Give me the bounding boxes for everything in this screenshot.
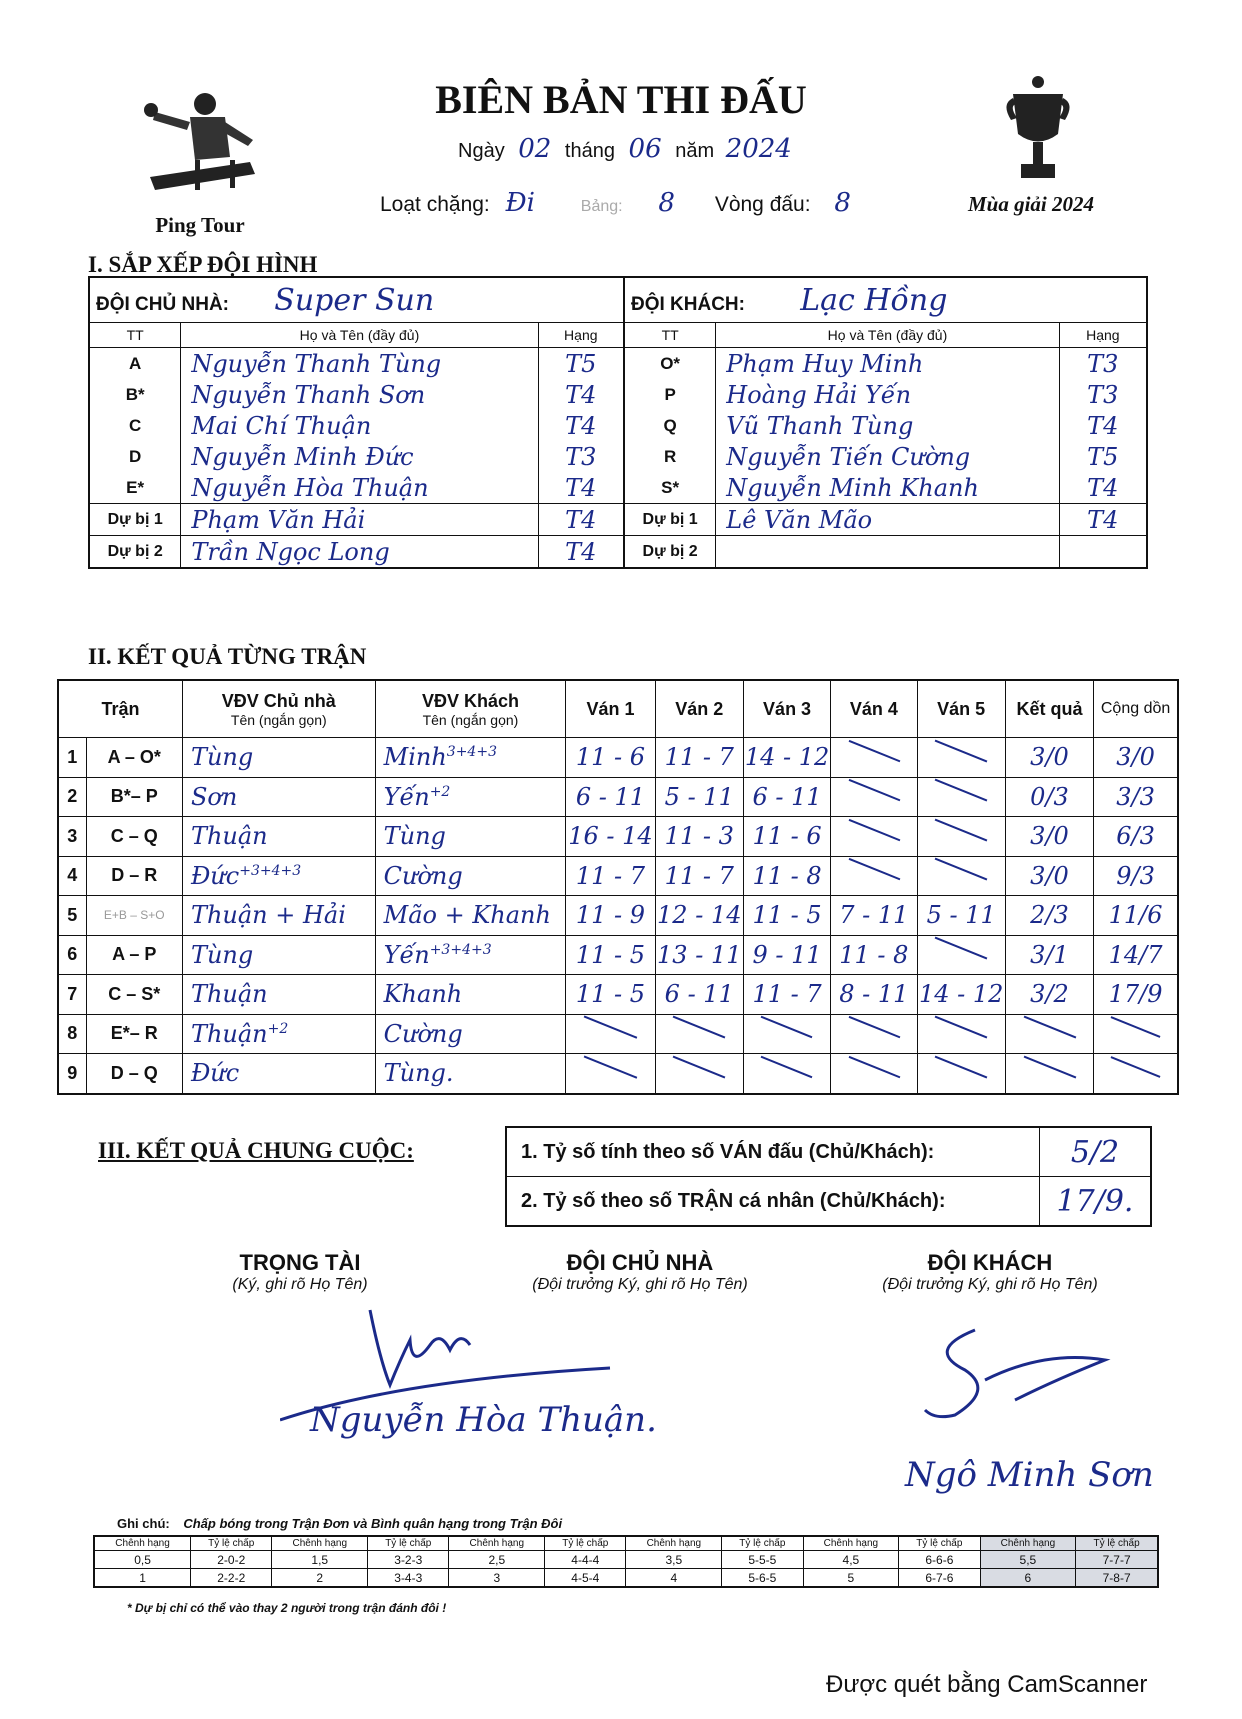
match-row: [58, 896, 1178, 936]
referee-title: TRỌNG TÀI: [239, 1250, 361, 1275]
handicap-head-diff: Chênh hạng: [449, 1536, 545, 1551]
lineup-row: [89, 504, 1147, 536]
lineup-home-tt: Dự bị 1: [89, 504, 181, 536]
col-game-1: Ván 1: [566, 680, 655, 738]
match-number: 4: [58, 856, 86, 896]
match-home-player: [182, 975, 375, 1015]
referee-subtitle: (Ký, ghi rõ Họ Tên): [232, 1276, 368, 1293]
lineup-away-rank: T5: [1059, 441, 1147, 472]
match-result: 0/3: [1005, 777, 1093, 817]
match-away-player-name: Tùng.: [383, 1059, 454, 1088]
match-game-3: 6 - 11: [743, 777, 830, 817]
handicap-ratio: 4-4-4: [545, 1551, 626, 1569]
match-game-5: [917, 856, 1005, 896]
match-pair: C – S*: [86, 975, 182, 1015]
match-game-3: 11 - 6: [743, 817, 830, 857]
match-home-player: [182, 935, 375, 975]
handicap-ratio: 5-5-5: [722, 1551, 803, 1569]
col-game-5: Ván 5: [917, 680, 1005, 738]
leg-label: Loạt chặng:: [380, 193, 490, 216]
col-game-4: Ván 4: [831, 680, 917, 738]
match-game-1: 11 - 5: [566, 975, 655, 1015]
trophy-icon: [1003, 74, 1073, 189]
match-game-4: [831, 738, 917, 778]
lineup-home-rank: T4: [538, 379, 624, 410]
match-away-handicap: +2: [429, 783, 451, 800]
lineup-home-tt: E*: [126, 477, 145, 497]
match-game-1: 11 - 5: [566, 935, 655, 975]
lineup-home-tt: D: [129, 446, 142, 466]
match-game-1: 11 - 6: [566, 738, 655, 778]
col-away-player-sub: Tên (ngắn gọn): [422, 711, 519, 728]
match-pair: D – R: [86, 856, 182, 896]
match-game-2: 11 - 7: [655, 856, 743, 896]
match-row: [58, 975, 1178, 1015]
away-team-label: ĐỘI KHÁCH:: [630, 293, 745, 315]
notes-label: Ghi chú:: [117, 1516, 170, 1531]
handicap-diff: 2,5: [449, 1551, 545, 1569]
match-away-player-name: Khanh: [383, 980, 463, 1009]
final-games-answer: 5/2: [1040, 1127, 1152, 1177]
lineup-away-rank: T3: [1059, 348, 1147, 380]
handicap-ratio: 2-2-2: [191, 1569, 272, 1588]
match-result: 2/3: [1005, 896, 1093, 936]
year-label: năm: [675, 140, 715, 162]
match-game-4: 11 - 8: [831, 935, 917, 975]
col-rank-away: Hạng: [1059, 323, 1147, 348]
away-captain-signature: [905, 1320, 1125, 1435]
match-game-4: [831, 1054, 917, 1094]
handicap-diff: 3,5: [626, 1551, 722, 1569]
lineup-away-rank: T4: [1059, 472, 1147, 504]
lineup-away-rank: T4: [1059, 410, 1147, 441]
notes-caption: [117, 1516, 562, 1531]
col-total: Cộng dồn: [1094, 680, 1178, 738]
match-pair: C – Q: [86, 817, 182, 857]
match-row: [58, 777, 1178, 817]
lineup-home-rank: T4: [538, 472, 624, 504]
date-day: 02: [518, 134, 552, 164]
home-team-label: ĐỘI CHỦ NHÀ:: [96, 293, 229, 315]
section-final-title: III. KẾT QUẢ CHUNG CUỘC:: [98, 1138, 414, 1163]
match-number: 2: [58, 777, 86, 817]
referee-name: Nguyễn Hòa Thuận.: [310, 1400, 657, 1440]
col-game-3: Ván 3: [743, 680, 830, 738]
match-away-player: [375, 856, 566, 896]
match-game-5: [917, 777, 1005, 817]
col-result: Kết quả: [1005, 680, 1093, 738]
match-away-player-name: Tùng: [383, 822, 446, 851]
match-game-5: 14 - 12: [917, 975, 1005, 1015]
match-game-3: [743, 1054, 830, 1094]
handicap-ratio: 3-2-3: [368, 1551, 449, 1569]
lineup-row: [89, 410, 1147, 441]
match-home-player: [182, 896, 375, 936]
lineup-away-tt: R: [624, 441, 716, 472]
col-tt-home: TT: [89, 323, 181, 348]
date-year: 2024: [725, 134, 792, 164]
lineup-home-rank: T4: [538, 410, 624, 441]
lineup-away-name: [716, 536, 1059, 569]
match-game-3: 14 - 12: [743, 738, 830, 778]
match-cumulative: 9/3: [1094, 856, 1178, 896]
match-away-player: [375, 1014, 566, 1054]
match-number: 6: [58, 935, 86, 975]
match-game-4: [831, 1014, 917, 1054]
match-home-player: [182, 1014, 375, 1054]
away-team-name: Lạc Hồng: [800, 282, 948, 318]
match-away-handicap: +3+4+3: [429, 941, 492, 958]
match-game-2: 13 - 11: [655, 935, 743, 975]
match-away-player: [375, 975, 566, 1015]
home-team-name: Super Sun: [274, 282, 435, 318]
match-game-3: 11 - 5: [743, 896, 830, 936]
handicap-header-row: [94, 1536, 1158, 1551]
lineup-away-tt: Dự bị 1: [624, 504, 716, 536]
match-number: 7: [58, 975, 86, 1015]
lineup-home-tt: Dự bị 2: [89, 536, 181, 569]
match-game-1: 11 - 7: [566, 856, 655, 896]
handicap-diff: 5,5: [980, 1551, 1076, 1569]
match-cumulative: 11/6: [1094, 896, 1178, 936]
final-matches-question: 2. Tỷ số theo số TRẬN cá nhân (Chủ/Khách):: [506, 1177, 1040, 1227]
match-home-player: [182, 1054, 375, 1094]
month-label: tháng: [564, 140, 615, 162]
handicap-ratio: 2-0-2: [191, 1551, 272, 1569]
handicap-diff: 5: [803, 1569, 899, 1588]
lineup-away-tt: P: [624, 379, 716, 410]
lineup-home-name: Nguyễn Minh Đức: [181, 441, 538, 472]
lineup-home-name: Mai Chí Thuận: [181, 410, 538, 441]
col-away-player-label: VĐV Khách: [421, 690, 519, 711]
match-pair: E+B – S+O: [86, 896, 182, 936]
match-game-2: 11 - 7: [655, 738, 743, 778]
handicap-diff: 1: [94, 1569, 191, 1588]
lineup-row: [89, 348, 1147, 380]
match-game-2: 12 - 14: [655, 896, 743, 936]
match-result: [1005, 1054, 1093, 1094]
lineup-home-tt: A: [129, 353, 142, 373]
match-game-5: [917, 1014, 1005, 1054]
handicap-row: [94, 1551, 1158, 1569]
lineup-away-tt: Q: [624, 410, 716, 441]
final-score-table: [505, 1126, 1152, 1227]
match-row: [58, 1054, 1178, 1094]
match-number: 1: [58, 738, 86, 778]
match-game-5: 5 - 11: [917, 896, 1005, 936]
lineup-away-name: Nguyễn Minh Khanh: [716, 472, 1059, 504]
lineup-home-tt: B*: [125, 384, 145, 404]
lineup-home-name: Nguyễn Thanh Sơn: [181, 379, 538, 410]
match-pair: D – Q: [86, 1054, 182, 1094]
handicap-head-ratio: Tỷ lệ chấp: [722, 1536, 803, 1551]
match-game-2: 5 - 11: [655, 777, 743, 817]
lineup-home-tt: C: [129, 415, 142, 435]
match-number: 3: [58, 817, 86, 857]
match-home-player-name: Thuận: [190, 980, 268, 1009]
match-game-5: [917, 935, 1005, 975]
match-row: [58, 738, 1178, 778]
match-game-4: [831, 777, 917, 817]
handicap-head-diff: Chênh hạng: [626, 1536, 722, 1551]
date-month: 06: [628, 134, 662, 164]
match-pair: A – P: [86, 935, 182, 975]
home-captain-block: [500, 1250, 780, 1294]
match-away-player: [375, 935, 566, 975]
match-game-5: [917, 738, 1005, 778]
match-home-player-name: Đức: [190, 861, 240, 890]
match-home-player: [182, 738, 375, 778]
handicap-head-ratio: Tỷ lệ chấp: [368, 1536, 449, 1551]
match-game-5: [917, 817, 1005, 857]
lineup-row: [89, 441, 1147, 472]
lineup-row: [89, 536, 1147, 569]
match-away-player-name: Minh: [383, 743, 447, 772]
lineup-away-name: Vũ Thanh Tùng: [716, 410, 1059, 441]
final-games-question: 1. Tỷ số tính theo số VÁN đấu (Chủ/Khách):: [506, 1127, 1040, 1177]
match-result: 3/1: [1005, 935, 1093, 975]
match-pair: E*– R: [86, 1014, 182, 1054]
match-home-player: [182, 817, 375, 857]
match-row: [58, 935, 1178, 975]
match-number: 9: [58, 1054, 86, 1094]
lineup-home-rank: T4: [538, 504, 624, 536]
handicap-head-ratio: Tỷ lệ chấp: [545, 1536, 626, 1551]
home-captain-title: ĐỘI CHỦ NHÀ: [566, 1250, 714, 1275]
match-game-2: 11 - 3: [655, 817, 743, 857]
handicap-diff: 0,5: [94, 1551, 191, 1569]
handicap-head-diff: Chênh hạng: [272, 1536, 368, 1551]
match-away-player: [375, 896, 566, 936]
away-captain-block: [860, 1250, 1120, 1294]
section-results-title: II. KẾT QUẢ TỪNG TRẬN: [88, 644, 367, 669]
match-result: [1005, 1014, 1093, 1054]
handicap-ratio: 7-8-7: [1076, 1569, 1158, 1588]
match-result: 3/0: [1005, 817, 1093, 857]
match-cumulative: [1094, 1054, 1178, 1094]
handicap-ratio: 7-7-7: [1076, 1551, 1158, 1569]
match-number: 8: [58, 1014, 86, 1054]
match-cumulative: 14/7: [1094, 935, 1178, 975]
match-cumulative: 3/0: [1094, 738, 1178, 778]
season-label: Mùa giải 2024: [968, 192, 1095, 216]
match-result: 3/0: [1005, 738, 1093, 778]
match-home-player-name: Tùng: [190, 940, 254, 969]
col-name-away: Họ và Tên (đầy đủ): [716, 323, 1059, 348]
match-home-player-name: Sơn: [190, 782, 238, 811]
handicap-head-diff: Chênh hạng: [803, 1536, 899, 1551]
handicap-ratio: 6-6-6: [899, 1551, 980, 1569]
lineup-home-name: Phạm Văn Hải: [181, 504, 538, 536]
col-rank-home: Hạng: [538, 323, 624, 348]
match-cumulative: 17/9: [1094, 975, 1178, 1015]
lineup-away-tt: O*: [624, 348, 716, 380]
section-lineup-title: I. SẮP XẾP ĐỘI HÌNH: [88, 252, 318, 277]
col-game-2: Ván 2: [655, 680, 743, 738]
match-home-player: [182, 777, 375, 817]
match-home-player-name: Thuận + Hải: [190, 901, 346, 930]
round-value: 8: [834, 188, 851, 218]
round-label: Vòng đấu:: [714, 193, 811, 216]
handicap-table: [93, 1535, 1159, 1588]
match-away-player: [375, 777, 566, 817]
handicap-head-ratio: Tỷ lệ chấp: [899, 1536, 980, 1551]
logo-text: Ping Tour: [155, 213, 245, 237]
col-home-player-sub: Tên (ngắn gọn): [230, 711, 327, 728]
leg-line: [380, 188, 880, 218]
handicap-head-diff: Chênh hạng: [980, 1536, 1076, 1551]
match-cumulative: 3/3: [1094, 777, 1178, 817]
match-game-1: 16 - 14: [566, 817, 655, 857]
lineup-home-name: Nguyễn Hòa Thuận: [181, 472, 538, 504]
match-game-2: 6 - 11: [655, 975, 743, 1015]
match-row: [58, 1014, 1178, 1054]
handicap-diff: 3: [449, 1569, 545, 1588]
lineup-away-rank: [1059, 536, 1147, 569]
match-game-3: 11 - 7: [743, 975, 830, 1015]
match-game-3: 11 - 8: [743, 856, 830, 896]
match-result: 3/2: [1005, 975, 1093, 1015]
handicap-diff: 4,5: [803, 1551, 899, 1569]
away-captain-subtitle: (Đội trưởng Ký, ghi rõ Họ Tên): [882, 1276, 1098, 1293]
match-game-1: [566, 1014, 655, 1054]
referee-block: [180, 1250, 420, 1294]
final-matches-answer: 17/9.: [1040, 1177, 1152, 1227]
match-game-2: [655, 1014, 743, 1054]
match-away-player-name: Yến: [383, 782, 430, 811]
match-game-3: [743, 1014, 830, 1054]
col-home-player: [182, 680, 375, 738]
handicap-head-ratio: Tỷ lệ chấp: [1076, 1536, 1158, 1551]
scanner-watermark: Được quét bằng CamScanner: [826, 1671, 1148, 1698]
lineup-home-rank: T3: [538, 441, 624, 472]
match-home-player-name: Đức: [190, 1059, 240, 1088]
handicap-row: [94, 1569, 1158, 1588]
notes-caption-text: Chấp bóng trong Trận Đơn và Bình quân hạng trong Trận Đôi: [183, 1516, 563, 1531]
handicap-ratio: 6-7-6: [899, 1569, 980, 1588]
match-away-player: [375, 1054, 566, 1094]
handicap-diff: 6: [980, 1569, 1076, 1588]
col-match: Trận: [58, 680, 182, 738]
match-game-4: [831, 856, 917, 896]
match-home-player-name: Thuận: [190, 822, 268, 851]
handicap-ratio: 4-5-4: [545, 1569, 626, 1588]
match-away-player-name: Cường: [383, 861, 463, 890]
lineup-row: [89, 379, 1147, 410]
match-game-4: [831, 817, 917, 857]
match-away-player-name: Mão + Khanh: [383, 901, 551, 930]
lineup-away-tt: Dự bị 2: [624, 536, 716, 569]
match-result: 3/0: [1005, 856, 1093, 896]
lineup-away-rank: T3: [1059, 379, 1147, 410]
lineup-away-name: Phạm Huy Minh: [716, 348, 1059, 380]
handicap-diff: 4: [626, 1569, 722, 1588]
handicap-head-diff: Chênh hạng: [94, 1536, 191, 1551]
match-away-player: [375, 817, 566, 857]
leg-value: Đi: [505, 188, 535, 218]
match-away-handicap: 3+4+3: [446, 744, 497, 761]
away-captain-name: Ngô Minh Sơn: [905, 1455, 1154, 1495]
match-home-handicap: +3+4+3: [239, 862, 302, 879]
handicap-diff: 2: [272, 1569, 368, 1588]
match-cumulative: 6/3: [1094, 817, 1178, 857]
notes-footnote: * Dự bị chỉ có thể vào thay 2 người trong trận đánh đôi !: [127, 1601, 447, 1615]
match-game-1: 6 - 11: [566, 777, 655, 817]
match-game-3: 9 - 11: [743, 935, 830, 975]
col-home-player-label: VĐV Chủ nhà: [221, 690, 336, 711]
lineup-away-name: Nguyễn Tiến Cường: [716, 441, 1059, 472]
lineup-home-name: Nguyễn Thanh Tùng: [181, 348, 538, 380]
match-home-player-name: Tùng: [190, 743, 254, 772]
group-label: Bảng:: [580, 198, 623, 215]
handicap-ratio: 5-6-5: [722, 1569, 803, 1588]
match-away-player-name: Yến: [383, 940, 430, 969]
lineup-home-rank: T5: [538, 348, 624, 380]
match-home-player: [182, 856, 375, 896]
match-row: [58, 817, 1178, 857]
handicap-diff: 1,5: [272, 1551, 368, 1569]
match-pair: B*– P: [86, 777, 182, 817]
match-game-4: 7 - 11: [831, 896, 917, 936]
lineup-home-name: Trần Ngọc Long: [181, 536, 538, 569]
lineup-table: [88, 276, 1148, 569]
handicap-head-ratio: Tỷ lệ chấp: [191, 1536, 272, 1551]
date-prefix: Ngày: [458, 140, 505, 162]
date-line: [458, 134, 792, 164]
match-game-1: [566, 1054, 655, 1094]
results-table: [57, 679, 1179, 1095]
match-pair: A – O*: [86, 738, 182, 778]
home-captain-subtitle: (Đội trưởng Ký, ghi rõ Họ Tên): [532, 1276, 748, 1293]
lineup-away-name: Hoàng Hải Yến: [716, 379, 1059, 410]
match-away-player-name: Cường: [383, 1019, 463, 1048]
handicap-ratio: 3-4-3: [368, 1569, 449, 1588]
group-value: 8: [658, 188, 675, 218]
lineup-away-name: Lê Văn Mão: [716, 504, 1059, 536]
lineup-home-rank: T4: [538, 536, 624, 569]
match-game-4: 8 - 11: [831, 975, 917, 1015]
lineup-away-rank: T4: [1059, 504, 1147, 536]
lineup-row: [89, 472, 1147, 504]
col-name-home: Họ và Tên (đầy đủ): [181, 323, 538, 348]
match-home-handicap: +2: [267, 1020, 289, 1037]
away-captain-title: ĐỘI KHÁCH: [927, 1250, 1053, 1275]
col-tt-away: TT: [624, 323, 716, 348]
col-away-player: [375, 680, 566, 738]
match-game-5: [917, 1054, 1005, 1094]
page-title: BIÊN BẢN THI ĐẤU: [435, 77, 807, 122]
match-home-player-name: Thuận: [190, 1019, 268, 1048]
match-row: [58, 856, 1178, 896]
match-cumulative: [1094, 1014, 1178, 1054]
match-game-1: 11 - 9: [566, 896, 655, 936]
match-number: 5: [58, 896, 86, 936]
lineup-away-tt: S*: [624, 472, 716, 504]
match-game-2: [655, 1054, 743, 1094]
match-away-player: [375, 738, 566, 778]
